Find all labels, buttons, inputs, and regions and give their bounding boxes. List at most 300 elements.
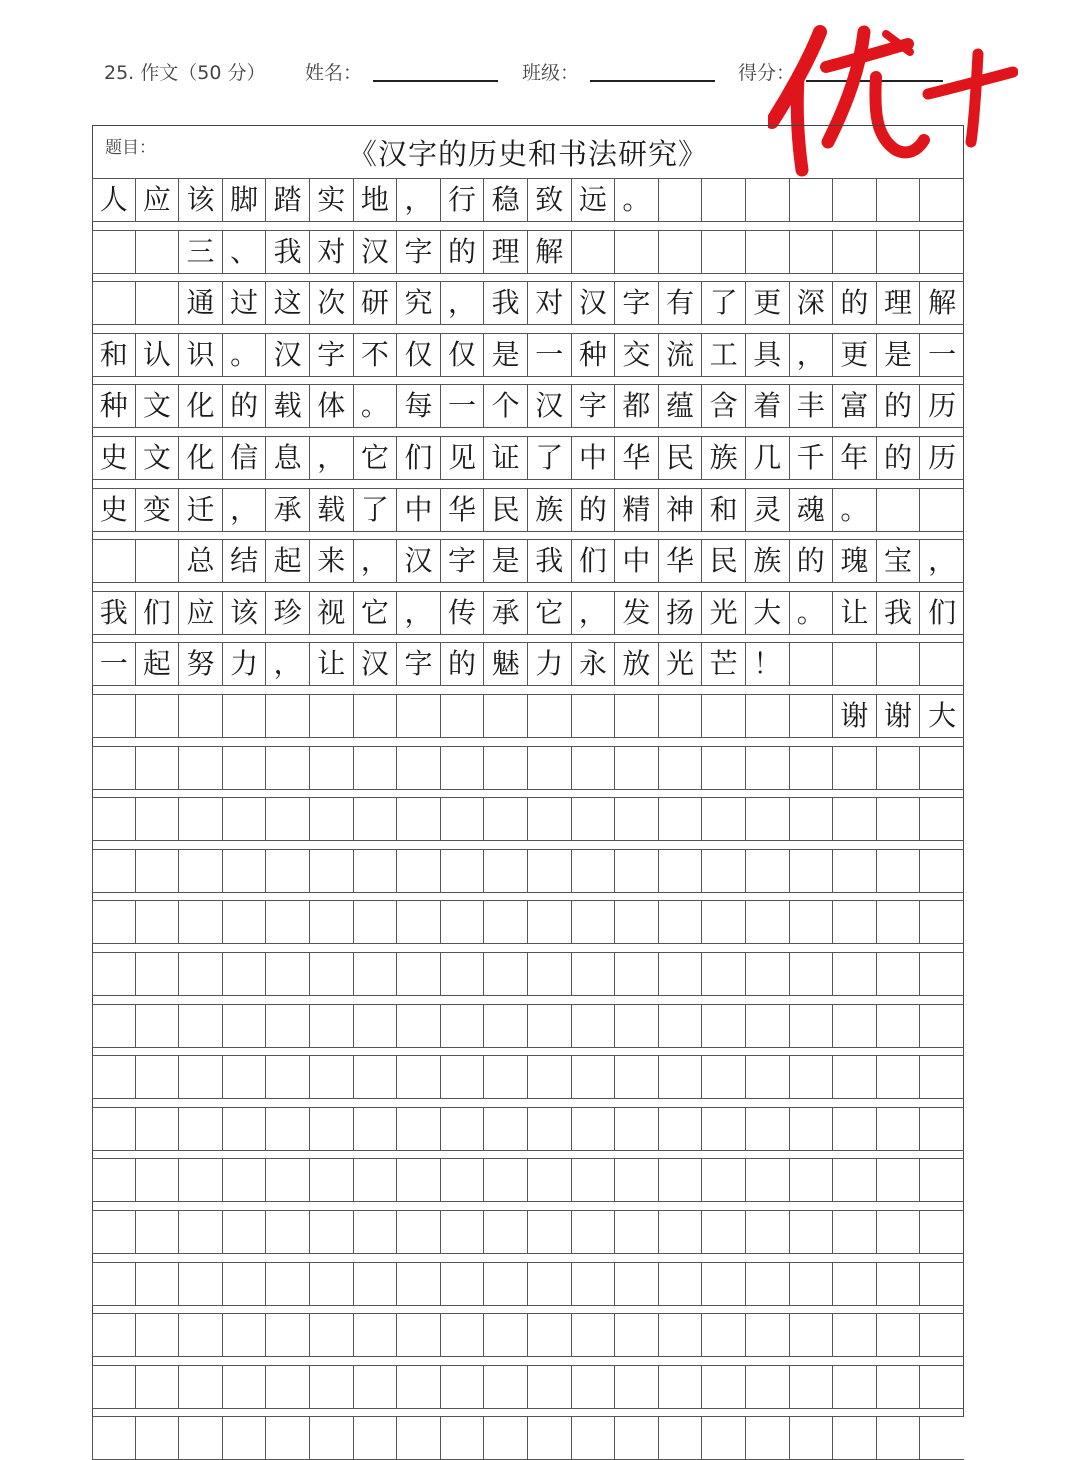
grid-cell: 化 bbox=[179, 385, 223, 427]
grid-cell bbox=[484, 1314, 528, 1356]
grid-cell bbox=[790, 1211, 834, 1253]
grid-cell: 汉 bbox=[397, 540, 441, 582]
grid-cell: 是 bbox=[484, 540, 528, 582]
grid-cell bbox=[354, 1263, 398, 1305]
grid-cell: 我 bbox=[266, 231, 310, 273]
grid-cell: 视 bbox=[310, 592, 354, 634]
grid-cell: 致 bbox=[528, 179, 572, 221]
grid-cell: 见 bbox=[441, 437, 485, 479]
grid-cell: 丰 bbox=[790, 385, 834, 427]
grid-cell: 是 bbox=[877, 334, 921, 376]
grid-cell bbox=[310, 695, 354, 737]
grid-cell bbox=[528, 1314, 572, 1356]
grid-cell: 谢 bbox=[833, 695, 877, 737]
grid-cell bbox=[528, 901, 572, 943]
grid-cell bbox=[223, 1314, 267, 1356]
grid-cell bbox=[92, 1366, 136, 1408]
class-blank bbox=[590, 80, 715, 82]
grid-cell bbox=[615, 747, 659, 789]
grid-cell: 一 bbox=[441, 385, 485, 427]
grid-cell: 几 bbox=[746, 437, 790, 479]
grid-cell bbox=[877, 643, 921, 685]
title-row bbox=[93, 126, 963, 176]
grid-cell: 一 bbox=[92, 643, 136, 685]
grid-cell bbox=[223, 1366, 267, 1408]
grid-cell bbox=[659, 1108, 703, 1150]
grid-cell bbox=[877, 1108, 921, 1150]
grid-cell: 更 bbox=[833, 334, 877, 376]
grid-cell bbox=[746, 901, 790, 943]
grid-cell bbox=[702, 1211, 746, 1253]
grid-cell bbox=[484, 1056, 528, 1098]
grid-cell bbox=[920, 901, 964, 943]
grid-cell: 认 bbox=[136, 334, 180, 376]
grid-cell bbox=[179, 1211, 223, 1253]
grid-row bbox=[92, 333, 964, 377]
grid-cell bbox=[746, 1005, 790, 1047]
grid-cell: 让 bbox=[833, 592, 877, 634]
grid-cell: 对 bbox=[528, 282, 572, 324]
grid-cell bbox=[310, 1417, 354, 1459]
grid-cell bbox=[572, 1159, 616, 1201]
grid-cell bbox=[877, 1417, 921, 1459]
grid-row bbox=[92, 1055, 964, 1099]
grid-cell bbox=[179, 1159, 223, 1201]
grid-cell bbox=[266, 695, 310, 737]
grid-cell bbox=[528, 1263, 572, 1305]
grid-cell bbox=[266, 953, 310, 995]
grid-cell bbox=[877, 953, 921, 995]
essay-title: 《汉字的历史和书法研究》 bbox=[347, 137, 708, 171]
grid-cell bbox=[92, 1211, 136, 1253]
grid-cell: 识 bbox=[179, 334, 223, 376]
grid-cell bbox=[528, 1211, 572, 1253]
grid-cell bbox=[920, 1263, 964, 1305]
grid-cell bbox=[920, 179, 964, 221]
grid-cell bbox=[484, 1159, 528, 1201]
grid-cell: 历 bbox=[928, 389, 957, 423]
grid-cell: 三 bbox=[179, 231, 223, 273]
grid-cell bbox=[833, 179, 877, 221]
grid-cell bbox=[659, 798, 703, 840]
grid-cell bbox=[528, 695, 572, 737]
grid-cell bbox=[702, 1263, 746, 1305]
grid-cell bbox=[746, 1314, 790, 1356]
grid-cell: 我 bbox=[877, 592, 921, 634]
grid-cell bbox=[833, 1211, 877, 1253]
grid-cell bbox=[790, 1417, 834, 1459]
grid-cell bbox=[877, 1056, 921, 1098]
grid-cell: 神 bbox=[659, 489, 703, 531]
composition-sheet bbox=[92, 125, 964, 1417]
grid-cell bbox=[572, 1263, 616, 1305]
grid-cell bbox=[310, 1263, 354, 1305]
grid-cell: 字 bbox=[572, 385, 616, 427]
grid-cell bbox=[354, 1108, 398, 1150]
grid-cell: 了 bbox=[528, 437, 572, 479]
grid-cell: ， bbox=[572, 592, 616, 634]
grid-cell bbox=[920, 489, 964, 531]
grid-cell: 汉 bbox=[528, 385, 572, 427]
grid-cell bbox=[92, 231, 136, 273]
grid-cell bbox=[92, 850, 136, 892]
grid-cell bbox=[833, 850, 877, 892]
grid-cell bbox=[179, 1005, 223, 1047]
grid-cell bbox=[572, 1417, 616, 1459]
grid-cell bbox=[746, 953, 790, 995]
grid-cell bbox=[136, 1159, 180, 1201]
grid-cell: 华 bbox=[441, 489, 485, 531]
grid-cell: 这 bbox=[266, 282, 310, 324]
grid-cell bbox=[659, 747, 703, 789]
grid-cell: 通 bbox=[179, 282, 223, 324]
grid-cell bbox=[136, 1314, 180, 1356]
grid-cell bbox=[790, 747, 834, 789]
grid-cell bbox=[136, 747, 180, 789]
grid-cell bbox=[441, 1211, 485, 1253]
grid-cell bbox=[572, 695, 616, 737]
grid-cell: 远 bbox=[572, 179, 616, 221]
grid-row bbox=[92, 1158, 964, 1202]
grid-cell bbox=[179, 901, 223, 943]
grid-cell bbox=[528, 1108, 572, 1150]
grid-cell: 人 bbox=[92, 179, 136, 221]
grid-cell: 和 bbox=[702, 489, 746, 531]
grid-cell bbox=[877, 1211, 921, 1253]
grid-cell bbox=[223, 1159, 267, 1201]
grid-cell: 大 bbox=[746, 592, 790, 634]
grid-cell: 宝 bbox=[877, 540, 921, 582]
grid-cell: 们 bbox=[397, 437, 441, 479]
grid-cell bbox=[659, 1314, 703, 1356]
grid-cell bbox=[397, 1314, 441, 1356]
grid-cell: 灵 bbox=[746, 489, 790, 531]
grid-cell: 的 bbox=[572, 489, 616, 531]
grid-cell bbox=[746, 798, 790, 840]
grid-cell: 一 bbox=[528, 334, 572, 376]
grid-cell bbox=[702, 231, 746, 273]
grid-cell: 都 bbox=[615, 385, 659, 427]
grid-cell: ， bbox=[790, 334, 834, 376]
grid-cell bbox=[484, 1211, 528, 1253]
grid-cell bbox=[702, 747, 746, 789]
grid-cell: 载 bbox=[310, 489, 354, 531]
grid-cell bbox=[92, 953, 136, 995]
grid-cell: 。 bbox=[354, 385, 398, 427]
grid-cell bbox=[441, 1056, 485, 1098]
grid-row bbox=[92, 642, 964, 686]
grid-cell bbox=[920, 1108, 964, 1150]
grid-cell bbox=[484, 695, 528, 737]
grid-cell bbox=[354, 1159, 398, 1201]
grid-cell bbox=[310, 850, 354, 892]
grid-row bbox=[92, 849, 964, 893]
grid-cell: ， bbox=[354, 540, 398, 582]
grid-cell bbox=[92, 798, 136, 840]
grid-cell bbox=[572, 850, 616, 892]
grid-cell bbox=[266, 1263, 310, 1305]
grid-cell: 历 bbox=[928, 441, 957, 474]
grid-cell bbox=[790, 695, 834, 737]
grid-cell bbox=[528, 1056, 572, 1098]
grid-cell bbox=[572, 1366, 616, 1408]
name-label: 姓名： bbox=[305, 62, 363, 84]
grid-cell bbox=[746, 1263, 790, 1305]
grid-cell: 该 bbox=[179, 179, 223, 221]
grid-cell bbox=[528, 798, 572, 840]
grid-cell bbox=[136, 1417, 180, 1459]
grid-cell: 汉 bbox=[266, 334, 310, 376]
grid-cell bbox=[92, 1056, 136, 1098]
grid-cell: 总 bbox=[179, 540, 223, 582]
grid-cell bbox=[354, 1056, 398, 1098]
grid-cell bbox=[441, 1005, 485, 1047]
grid-cell: 汉 bbox=[354, 643, 398, 685]
grid-cell: ， bbox=[397, 592, 441, 634]
grid-cell bbox=[920, 1056, 964, 1098]
grid-cell bbox=[702, 850, 746, 892]
grid-cell: 深 bbox=[790, 282, 834, 324]
grid-cell bbox=[223, 1108, 267, 1150]
grid-cell bbox=[354, 695, 398, 737]
grid-cell bbox=[877, 489, 921, 531]
grid-cell: 起 bbox=[136, 643, 180, 685]
grid-cell: 中 bbox=[572, 437, 616, 479]
grid-cell bbox=[92, 282, 136, 324]
grid-cell: 们 bbox=[928, 595, 957, 629]
grid-cell bbox=[266, 850, 310, 892]
grid-cell: 不 bbox=[354, 334, 398, 376]
grid-cell: 史 bbox=[92, 489, 136, 531]
grid-cell bbox=[223, 1263, 267, 1305]
grid-cell bbox=[136, 850, 180, 892]
grid-cell bbox=[354, 953, 398, 995]
grid-cell bbox=[615, 1211, 659, 1253]
grid-row bbox=[92, 281, 964, 325]
grid-cell: 发 bbox=[615, 592, 659, 634]
grid-cell bbox=[702, 1366, 746, 1408]
grid-cell: 种 bbox=[92, 385, 136, 427]
grid-cell bbox=[484, 747, 528, 789]
grid-cell bbox=[920, 747, 964, 789]
grid-cell: 千 bbox=[790, 437, 834, 479]
grid-cell bbox=[528, 747, 572, 789]
grid-cell: ！ bbox=[746, 643, 790, 685]
grid-cell: 永 bbox=[572, 643, 616, 685]
grid-cell: 字 bbox=[397, 643, 441, 685]
grid-cell bbox=[615, 1159, 659, 1201]
grid-cell: 芒 bbox=[702, 643, 746, 685]
grid-cell bbox=[659, 850, 703, 892]
grid-cell: 我 bbox=[528, 540, 572, 582]
grid-cell bbox=[179, 1417, 223, 1459]
grid-cell: 仅 bbox=[441, 334, 485, 376]
grid-cell bbox=[615, 1263, 659, 1305]
grid-cell bbox=[877, 901, 921, 943]
grid-cell bbox=[441, 1108, 485, 1150]
grid-cell bbox=[310, 1159, 354, 1201]
grid-cell bbox=[877, 747, 921, 789]
grid-cell: 民 bbox=[702, 540, 746, 582]
grid-cell bbox=[920, 1211, 964, 1253]
grid-cell bbox=[790, 1314, 834, 1356]
grid-cell bbox=[746, 1366, 790, 1408]
grid-cell bbox=[833, 1005, 877, 1047]
grid-cell: 史 bbox=[92, 437, 136, 479]
grid-cell bbox=[572, 953, 616, 995]
grid-cell bbox=[354, 1314, 398, 1356]
grid-cell: 有 bbox=[659, 282, 703, 324]
grid-cell bbox=[441, 798, 485, 840]
grid-cell bbox=[572, 231, 616, 273]
grid-cell: ， bbox=[310, 437, 354, 479]
grid-cell bbox=[572, 1314, 616, 1356]
grid-cell bbox=[702, 1314, 746, 1356]
grid-cell bbox=[310, 798, 354, 840]
grid-cell: 究 bbox=[397, 282, 441, 324]
grid-cell bbox=[441, 1417, 485, 1459]
grid-cell: 。 bbox=[833, 489, 877, 531]
grid-cell: 魂 bbox=[790, 489, 834, 531]
grid-cell: 年 bbox=[833, 437, 877, 479]
grid-cell: ， bbox=[441, 282, 485, 324]
grid-cell bbox=[790, 901, 834, 943]
grid-cell bbox=[354, 798, 398, 840]
grid-cell bbox=[877, 1314, 921, 1356]
grid-cell bbox=[179, 798, 223, 840]
grid-cell: 光 bbox=[659, 643, 703, 685]
grid-cell bbox=[877, 1159, 921, 1201]
grid-cell: 力 bbox=[223, 643, 267, 685]
grid-cell bbox=[354, 901, 398, 943]
grid-cell: 结 bbox=[223, 540, 267, 582]
grid-cell bbox=[920, 1159, 964, 1201]
grid-cell bbox=[136, 1005, 180, 1047]
grid-cell: 体 bbox=[310, 385, 354, 427]
grid-cell: 的 bbox=[790, 540, 834, 582]
grid-cell bbox=[702, 1159, 746, 1201]
grid-cell: ， bbox=[266, 643, 310, 685]
grid-cell bbox=[702, 695, 746, 737]
grid-cell bbox=[397, 747, 441, 789]
grid-cell bbox=[615, 901, 659, 943]
grid-cell: 对 bbox=[310, 231, 354, 273]
grid-cell: 魅 bbox=[484, 643, 528, 685]
grid-cell bbox=[223, 901, 267, 943]
grid-cell bbox=[702, 1005, 746, 1047]
grid-cell: 解 bbox=[528, 231, 572, 273]
grid-cell: 我 bbox=[484, 282, 528, 324]
grid-cell bbox=[659, 179, 703, 221]
grid-cell bbox=[397, 1056, 441, 1098]
grid-cell: 字 bbox=[397, 231, 441, 273]
grid-cell bbox=[484, 1417, 528, 1459]
grid-cell: 们 bbox=[136, 592, 180, 634]
grid-cell bbox=[354, 1417, 398, 1459]
grid-cell: 应 bbox=[179, 592, 223, 634]
grid-cell bbox=[833, 953, 877, 995]
grid-cell: 的 bbox=[223, 385, 267, 427]
grid-cell: 研 bbox=[354, 282, 398, 324]
grid-cell: 的 bbox=[441, 643, 485, 685]
grid-cell bbox=[179, 1056, 223, 1098]
grid-cell bbox=[266, 747, 310, 789]
grid-cell bbox=[833, 1159, 877, 1201]
grid-cell: 迁 bbox=[179, 489, 223, 531]
grid-cell bbox=[179, 1366, 223, 1408]
grid-cell bbox=[397, 850, 441, 892]
grid-cell: 种 bbox=[572, 334, 616, 376]
grid-cell bbox=[223, 850, 267, 892]
grid-cell: 是 bbox=[484, 334, 528, 376]
grid-cell bbox=[702, 1108, 746, 1150]
grid-cell: 稳 bbox=[484, 179, 528, 221]
grid-cell: 该 bbox=[223, 592, 267, 634]
grid-cell bbox=[310, 1366, 354, 1408]
grid-cell bbox=[441, 1159, 485, 1201]
grid-cell bbox=[179, 953, 223, 995]
grid-cell bbox=[136, 1211, 180, 1253]
grid-cell: 华 bbox=[615, 437, 659, 479]
grid-cell: 化 bbox=[179, 437, 223, 479]
grid-cell bbox=[310, 901, 354, 943]
grid-cell bbox=[615, 1108, 659, 1150]
grid-cell: 们 bbox=[572, 540, 616, 582]
grid-cell bbox=[397, 953, 441, 995]
grid-cell bbox=[833, 1056, 877, 1098]
grid-cell: 民 bbox=[484, 489, 528, 531]
grid-cell: 的 bbox=[441, 231, 485, 273]
grid-row bbox=[92, 1107, 964, 1151]
grid-cell bbox=[310, 1005, 354, 1047]
grid-cell bbox=[702, 1417, 746, 1459]
grid-cell: 。 bbox=[223, 334, 267, 376]
grid-cell bbox=[179, 695, 223, 737]
grid-cell bbox=[833, 901, 877, 943]
grid-cell: 个 bbox=[484, 385, 528, 427]
grid-row bbox=[92, 230, 964, 274]
grid-cell bbox=[223, 798, 267, 840]
grid-cell bbox=[354, 1366, 398, 1408]
grid-cell bbox=[920, 643, 964, 685]
grid-cell bbox=[223, 1005, 267, 1047]
grid-cell bbox=[615, 798, 659, 840]
grid-cell bbox=[136, 901, 180, 943]
grid-cell: 交 bbox=[615, 334, 659, 376]
grid-cell bbox=[266, 1056, 310, 1098]
grid-cell bbox=[397, 1108, 441, 1150]
grid-row bbox=[92, 591, 964, 635]
grid-cell bbox=[659, 1056, 703, 1098]
grid-cell bbox=[397, 1366, 441, 1408]
grid-cell bbox=[702, 179, 746, 221]
grid-cell: 每 bbox=[397, 385, 441, 427]
grid-cell: 我 bbox=[92, 592, 136, 634]
grid-cell: 华 bbox=[659, 540, 703, 582]
grid-cell bbox=[790, 1056, 834, 1098]
grid-cell: 流 bbox=[659, 334, 703, 376]
grid-cell bbox=[136, 282, 180, 324]
grid-cell: 起 bbox=[266, 540, 310, 582]
grid-cell: 过 bbox=[223, 282, 267, 324]
grid-cell: 脚 bbox=[223, 179, 267, 221]
grid-cell bbox=[659, 231, 703, 273]
grid-cell bbox=[746, 1159, 790, 1201]
grid-cell bbox=[659, 1159, 703, 1201]
grid-cell bbox=[790, 1108, 834, 1150]
grid-cell bbox=[833, 1263, 877, 1305]
grid-cell: 它 bbox=[354, 437, 398, 479]
